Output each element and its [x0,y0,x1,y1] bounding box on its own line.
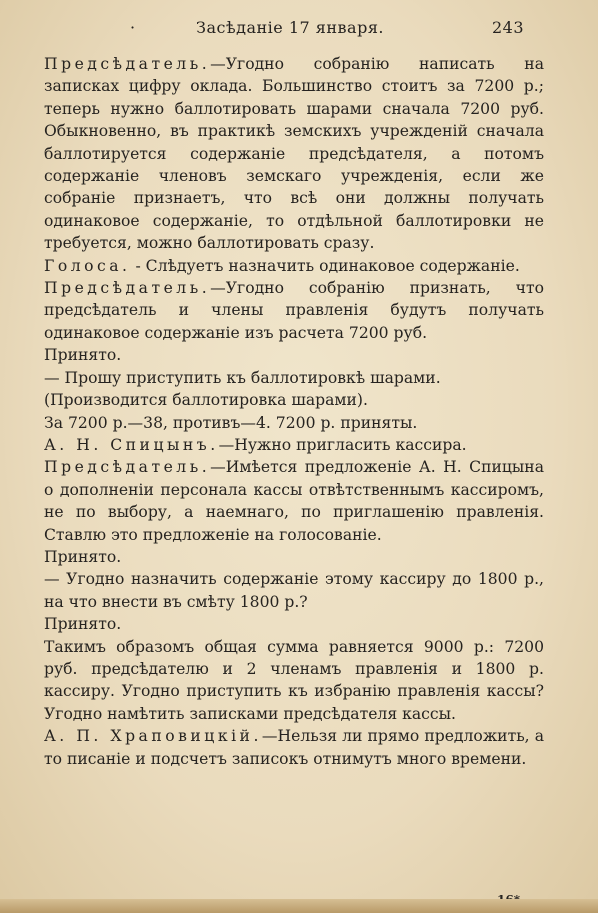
paragraph [44,255,544,277]
paragraph [44,53,544,255]
paragraph [44,636,544,726]
paragraph [44,344,544,366]
paragraph [44,613,544,635]
paragraph [44,389,544,411]
paragraph [44,568,544,613]
paragraph-text: —Угодно собранію признать, что предсѣдатель и члены правленія будутъ получать одинаковое содержаніе изъ расчета 7200 руб. [44,279,544,342]
paragraph-text: —Нужно пригласить кассира. [218,435,467,454]
paragraph [44,412,544,434]
paragraph-text: —Угодно собранію написать на записках цифру оклада. Большинство стоитъ за 7200 р.; теперь нужно баллотировать шарами сначала 7200 руб. Обыкновенно, въ практикѣ земскихъ учрежденій сначала баллотируется содержаніе предсѣдателя, а потомъ содержаніе членовъ земскаго учрежденія, если же собраніе признаетъ, что всѣ они должны получать одинаковое содержаніе, то отдѣльной баллотировки не требуется, можно баллотировать сразу. [44,55,544,253]
speaker-name: Предсѣдатель. [44,458,211,477]
paragraph [44,434,544,456]
page-bottom-edge [0,899,598,913]
paragraph [44,277,544,344]
paragraph-text: — Прошу приступить къ баллотировкѣ шарами. [44,368,441,387]
running-title: Засѣданіе 17 января. [196,18,385,37]
paragraph-text: Принято. [44,547,122,566]
speaker-name: Голоса. [44,256,131,275]
paragraph [44,367,544,389]
header-dot: · [130,18,136,37]
speaker-name: Предсѣдатель. [44,279,211,298]
running-head [0,18,598,44]
paragraph-text: (Производится баллотировка шарами). [44,391,368,410]
body-text [44,53,544,770]
paragraph-text: —Нельзя ли прямо предложить, а то писаніе и подсчетъ записокъ отнимутъ много времени. [44,727,545,768]
paragraph-text: За 7200 р.—38, противъ—4. 7200 р. приняты. [44,413,418,432]
speaker-name: Предсѣдатель. [44,55,211,73]
paragraph [44,456,544,546]
paragraph-text: Принято. [44,346,122,365]
paragraph [44,546,544,568]
paragraph [44,725,544,770]
speaker-name: А. П. Храповицкій. [44,727,262,746]
paragraph-text: Такимъ образомъ общая сумма равняется 9000 р.: 7200 руб. предсѣдателю и 2 членамъ правленія и 1800 р. кассиру. Угодно приступить къ избранію правленія кассы? Угодно намѣтить записками предсѣдателя кассы. [44,637,544,723]
paragraph-text: — Угодно назначить содержаніе этому кассиру до 1800 р., на что внести въ смѣту 1800 р.? [44,570,544,611]
page-number: 243 [492,18,525,37]
paragraph-text: —Имѣется предложеніе А. Н. Спицына о дополненіи персонала кассы отвѣтственнымъ кассиромъ, не по выбору, а наемнаго, по приглашенію правленія. Ставлю это предложеніе на голосованіе. [44,458,544,544]
paragraph-text: Принято. [44,615,122,634]
paragraph-text: - Слѣдуетъ назначить одинаковое содержаніе. [130,256,520,275]
speaker-name: А. Н. Спицынъ. [44,435,219,454]
